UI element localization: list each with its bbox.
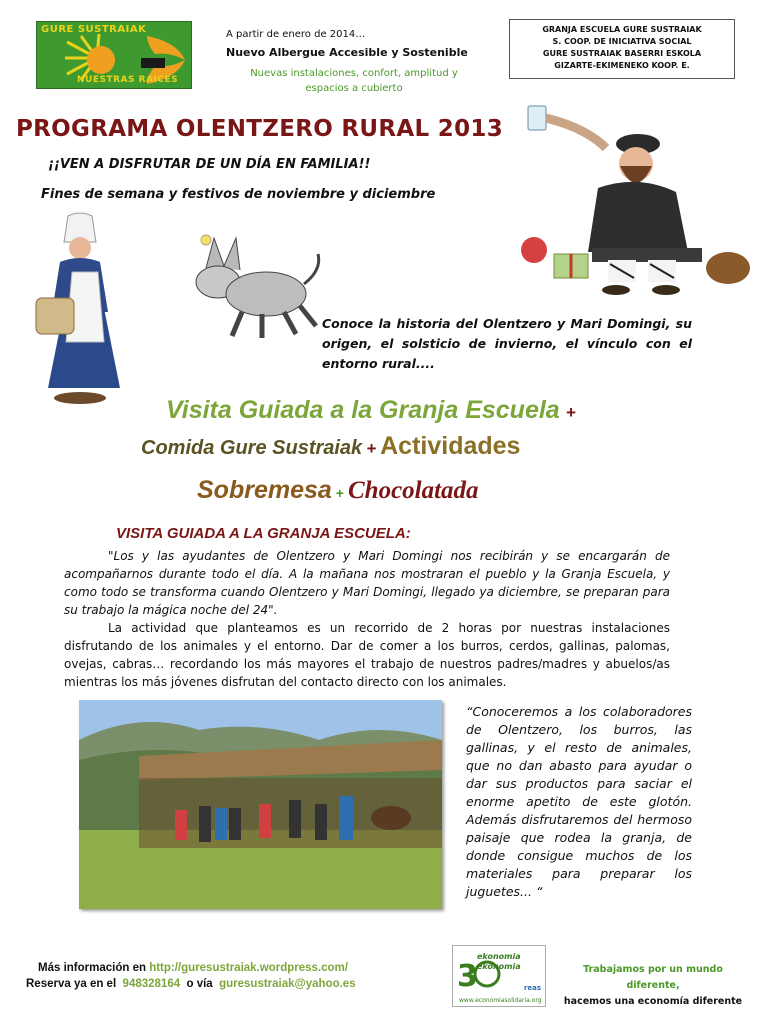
phone-number[interactable]: 948328164 [122,978,181,990]
reserve-line [26,976,356,992]
slogan-line2: hacemos una economía diferente [563,996,743,1007]
header-date: A partir de enero de 2014… [226,29,366,40]
farm-photo-image [79,700,442,909]
coop-line: GURE SUSTRAIAK BASERRI ESKOLA [542,49,702,58]
offer-activities-text: Actividades [380,432,521,460]
logo-top-text: GURE SUSTRAIAK [41,24,147,35]
offer-sobremesa-text: Sobremesa [197,476,332,504]
plus-sign: + [335,485,344,501]
coop-line: GIZARTE-EKIMENEKO KOOP. E. [554,61,690,70]
quote-paragraph: "Los y las ayudantes de Olentzero y Mari Domingi nos recibirán y se encargarán de acompañarnos durante todo el día. A la mañana nos mostraran el pueblo y la Granja Escuela, y como todo se transforma cuando Olentzero y Mari Domingi, llegado ya diciembre, se preparan para su trabajo la mágica noche del 24". [64,549,670,617]
page-title: PROGRAMA OLENTZERO RURAL 2013 [16,116,503,142]
offer-chocolatada-text: Chocolatada [347,477,479,504]
blog-link[interactable]: http://guresustraiak.wordpress.com/ [149,962,348,974]
reserve-label: Reserva ya en el [26,978,117,990]
logo-bottom-text: NUESTRAS RAICES [77,75,179,85]
story-intro: Conoce la historia del Olentzero y Mari Domingi, su origen, el solsticio de invierno, el vínculo con el entorno rural.... [322,316,692,371]
header-subtitle-line2: espacios a cubierto [305,83,403,94]
reas-label: reas [523,984,541,992]
cooperative-info-box [509,19,735,79]
section-heading: VISITA GUIADA A LA GRANJA ESCUELA: [116,525,411,542]
contact-info [26,960,356,992]
coop-line: GRANJA ESCUELA GURE SUSTRAIAK [542,25,702,34]
olentzero-illustration [518,100,754,300]
reas-url: www.economiasolidaria.org [459,997,542,1004]
info-line [26,960,356,976]
or-via-label: o vía [186,978,213,990]
offer-visit [166,396,576,425]
description-paragraph: La actividad que planteamos es un recorrido de 2 horas por nuestras instalaciones disfrutando de los animales y el entorno. Dar de comer a los burros, cerdos, gallinas, palomas, ovejas, cabras… recordando los más mayores el trabajo de nuestros padres/madres y abuelos/as mientras los más jóvenes disfrutan del contacto directo con los animales. [64,621,670,689]
reas-logo-text [477,952,521,972]
offer-visit-text: Visita Guiada a la Granja Escuela [166,396,560,424]
offer-lunch-text: Comida Gure Sustraiak [141,437,363,459]
reas-logo-line: ekonomia [477,952,521,961]
reas-logo-line: ekonomia [477,962,521,971]
slogan-line1: Trabajamos por un mundo diferente, [583,964,723,991]
offer-dessert [197,476,479,505]
plus-sign: + [366,439,377,458]
schedule-headline: Fines de semana y festivos de noviembre y diciembre [41,187,436,202]
slogan [558,962,748,1010]
animals-quote: “Conoceremos a los colaboradores de Olentzero, los burros, las gallinas, y el resto de animales, que no dan abasto para ayudar o dar sus productos para saciar el enorme apetito de este glotón. Además disfrutaremos del hermoso paisaje que rodea la granja, de donde consigue muchos de los materiales para preparar los juguetes... “ [466,704,692,899]
plus-sign: + [565,403,576,422]
offer-lunch [141,432,520,461]
donkey-illustration [186,228,326,344]
header-title: Nuevo Albergue Accesible y Sostenible [226,46,468,59]
visit-description [64,547,670,691]
reas-economia-solidaria-logo [452,945,546,1007]
header-subtitle-line1: Nuevas instalaciones, confort, amplitud y [250,68,458,79]
info-label: Más información en [38,962,146,974]
coop-line: S. COOP. DE INICIATIVA SOCIAL [552,37,692,46]
invitation-headline: ¡¡VEN A DISFRUTAR DE UN DÍA EN FAMILIA!! [48,157,371,172]
svg-text:3: 3 [457,959,478,994]
header-subtitle [232,66,476,96]
farm-visit-photo [79,700,442,909]
email-link[interactable]: guresustraiak@yahoo.es [219,978,356,990]
gure-sustraiak-logo [36,21,192,89]
mari-domingi-illustration [30,212,130,412]
